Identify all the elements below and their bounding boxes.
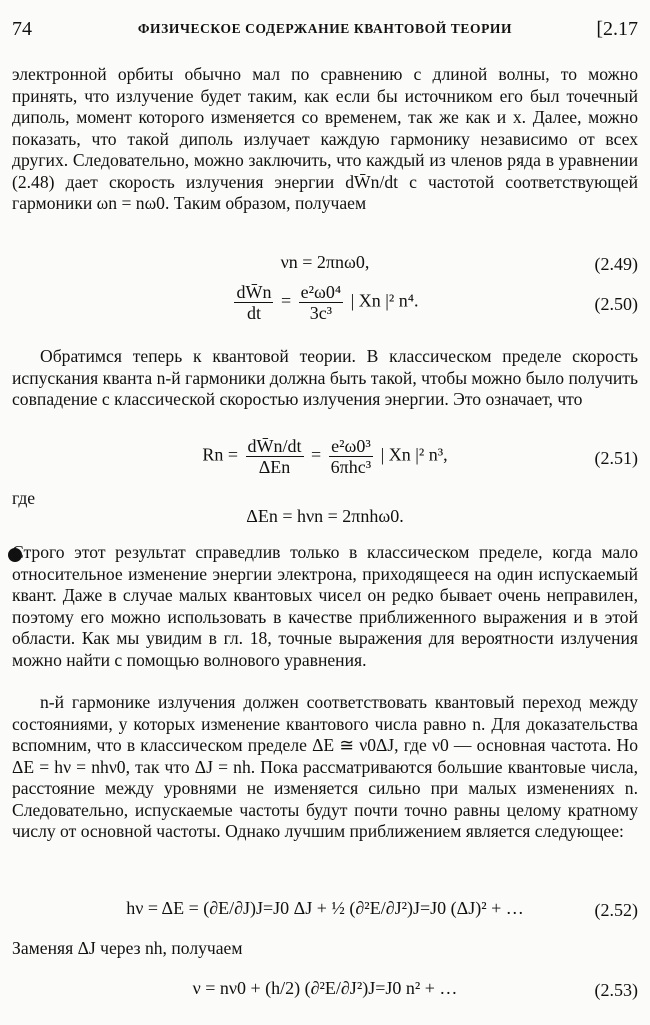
fraction [329,436,373,477]
numerator: e²ω0⁴ [300,282,342,302]
equation-body: ν = nν0 + (h/2) (∂²E/∂J²)J=J0 n² + … [192,978,458,998]
numerator: dW̄n [236,282,272,302]
running-header [12,18,638,44]
paragraph-1: электронной орбиты обычно мал по сравнению с длиной волны, то можно принять, что излучение будет таким, как если бы источником его был точечный диполь, момент которого изменяется со временем, так же как и x. Далее, можно показать, что такой диполь излучает каждую гармонику независимо от всех других. Следовательно, можно заключить, что каждый из членов ряда в уравнении (2.48) дает скорость излучения энергии dW̄n/dt с частотой соответствующей гармоники ωn = nω0. Таким образом, получаем [12,64,638,213]
fraction [234,282,273,323]
paragraph-3: Строго этот результат справедлив только в классическом пределе, когда мало относительное изменение энергии электрона, приходящееся на один испускаемый квант. Даже в случае малых квантовых чисел он редко бывает очень неправилен, поэтому его можно использовать в качестве приближенного выражения и в этой области. Как мы увидим в гл. 18, точные выражения для вероятности излучения можно найти с помощью волнового уравнения. [12,542,638,670]
paragraph-2: Обратимся теперь к квантовой теории. В классическом пределе скорость испускания кванта n-й гармоники должна быть такой, чтобы можно было получить совпадение с классической скоростью излучения энергии. Это означает, что [12,346,638,409]
equation-tail: | Xn |² n⁴. [350,290,419,311]
paragraph-4: n-й гармонике излучения должен соответствовать квантовый переход между состояниями, у которых изменение квантового числа равно n. Для доказательства вспомним, что в классическом пределе ΔE ≅ ν0ΔJ, где ν0 — основная частота. Но ΔE = hν = nhν0, так что ΔJ = nh. Пока рассматриваются большие квантовые числа, расстояние между уровнями не изменяется сильно при малых изменениях n. Следовательно, испускаемые частоты будут почти точно равны целому кратному числу от основной частоты. Однако лучшим приближением является следующее: [12,692,638,841]
equation-body: ΔEn = hνn = 2πnhω0. [246,506,404,526]
equation-body [12,436,638,477]
section-number: [2.17 [596,18,638,40]
equation-number: (2.49) [594,254,638,274]
numerator: dW̄n/dt [247,436,302,456]
equation-delta-e [12,506,638,536]
equals-sign: = [280,290,292,311]
equation-number: (2.53) [594,980,638,1000]
where-label: где [12,488,36,508]
fraction [246,436,304,477]
page-number: 74 [12,18,32,40]
equation-body [12,282,638,323]
equation-2-53 [12,978,638,1008]
equation-2-52 [12,898,638,928]
paragraph-5: Заменяя ΔJ через nh, получаем [12,938,243,958]
equation-number: (2.51) [594,448,638,468]
numerator: e²ω0³ [331,436,371,456]
running-title: ФИЗИЧЕСКОЕ СОДЕРЖАНИЕ КВАНТОВОЙ ТЕОРИИ [137,21,513,36]
equation-number: (2.50) [594,294,638,314]
equation-tail: | Xn |² n³, [380,444,448,465]
equation-number: (2.52) [594,900,638,920]
equation-lhs: Rn = [202,444,239,465]
fraction [299,282,344,323]
denominator: 3c³ [299,302,344,323]
equation-2-50 [12,282,638,330]
denominator: 6πhc³ [330,457,372,477]
equation-2-49 [12,252,638,282]
equation-2-51 [12,436,638,484]
denominator: dt [234,302,273,323]
equation-body: hν = ΔE = (∂E/∂J)J=J0 ΔJ + ½ (∂²E/∂J²)J=J0 (ΔJ)² + … [126,898,524,918]
equation-body: νn = 2πnω0, [280,252,370,272]
equals-sign: = [311,444,322,465]
denominator: ΔEn [246,456,304,477]
